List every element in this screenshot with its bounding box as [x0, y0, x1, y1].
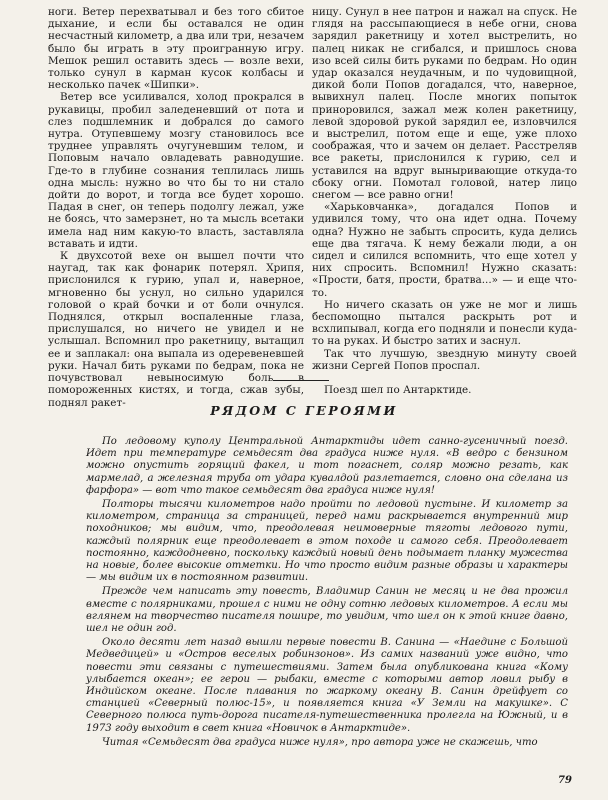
article-paragraph-3: Прежде чем написать эту повесть, Владимир Санин не месяц и не два прожил вместе с полярниками, прошел с ними не одну сотню ледовых километров. А если мы вглянем на творчество писателя пошире, то увидим, что шел он к этой книге давно, шел не один год. [86, 586, 568, 635]
article-paragraph-4: Около десяти лет назад вышли первые повести В. Санина — «Наедине с Большой Медведицей» и «Остров веселых робинзонов». Из самих названий уже видно, что повести эти связаны с путешествиями. Затем была опубликована книга «Кому улыбается океан»; ее герои — рыбаки, вместе с которыми автор ловил рыбу в Индийском океане. После плавания по жаркому океану В. Санин дрейфует со станцией «Северный полюс-15», и появляется книга «У Земли на макушке». С Северного полюса путь-дорога писателя-путешественника пролегла на Южный, и в 1973 году выходит в свет книга «Новичок в Антарктиде». [86, 637, 568, 734]
left-column [48, 6, 304, 409]
right-paragraph-5: Поезд шел по Антарктиде. [324, 384, 472, 397]
page-number: 79 [558, 775, 572, 786]
left-paragraph-2: Ветер все усиливался, холод прокрался в рукавицы, пробил заледеневший от пота и слез подшлемник и добрался до самого нутра. Отупевшему мозгу становилось все труднее управлять очугуневшим телом, и Поповым начало овладевать равнодушие. Где-то в глубине сознания теплилась лишь одна мысль: нужно во что бы то ни стало дойти до ворот, и тогда все будет хорошо. Падая в снег, он теперь подолгу лежал, уже не боясь, что замерзнет, но та мысль всетаки имела над ним какую-то власть, заставляла вставать и идти. [48, 91, 304, 250]
article-paragraph-5: Читая «Семьдесят два градуса ниже нуля», про автора уже не скажешь, что [102, 736, 538, 748]
article-paragraph-2: Полторы тысячи километров надо пройти по ледовой пустыне. И километр за километром, страница за страницей, перед нами раскрывается внутренний мир походников; мы видим, что, преодолевая неимоверные тяготы ледового пути, каждый полярник еще преодолевает в этом походе и самого себя. Преодолевает постоянно, каждодневно, поскольку каждый новый день подымает планку мужества на новые, более высокие отметки. Но что просто видим разные образы и характеры — мы видим их в постоянном развитии. [86, 499, 568, 584]
right-paragraph-3: Но ничего сказать он уже не мог и лишь беспомощно пытался раскрыть рот и всхлипывал, когда его подняли и понесли куда-то на руках. И быстро затих и заснул. [312, 298, 577, 348]
right-paragraph-2: «Харьковчанка», догадался Попов и удивился тому, что она идет одна. Почему одна? Нужно не забыть спросить, куда делись еще два тягача. К нему бежали люди, а он сидел и силился вспомнить, что еще хотел у них спросить. Вспомнил! Нужно сказать: «Прости, батя, прости, братва...» — и еще что-то. [312, 201, 577, 299]
left-paragraph-1: ноги. Ветер перехватывал и без того сбитое дыхание, и если бы оставался не один несчастный километр, а два или три, незачем было бы играть в эту проигранную игру. Мешок решил оставить здесь — возле вехи, только сунул в карман кусок колбасы и несколько пачек «Шипки». [48, 6, 304, 92]
left-paragraph-3: К двухсотой вехе он вышел почти что наугад, так как фонарик потерял. Хрипя, прислонился к гурию, упал и, наверное, мгновенно бы уснул, но сильно ударился головой о край бочки и от боли очнулся. Поднялся, открыл воспаленные глаза, прислушался, но ничего не увидел и не услышал. Вспомнил про ракетницу, вытащил ее и заплакал: она выпала из одеревеневшей руки. Начал бить руками по бедрам, пока не почувствовал невыносимую боль в помороженных кистях, и тогда, сжав зубы, поднял ракет- [48, 250, 304, 409]
section-divider [273, 380, 329, 381]
afterword-article [86, 436, 568, 751]
article-title: РЯДОМ С ГЕРОЯМИ [210, 403, 398, 418]
right-paragraph-4: Так что лучшую, звездную минуту своей жизни Сергей Попов проспал. [312, 347, 577, 372]
right-column [312, 6, 577, 396]
article-paragraph-1: По ледовому куполу Центральной Антарктиды идет санно-гусеничный поезд. Идет при температуре семьдесят два градуса ниже нуля. «В ведро с бензином можно опустить горящий факел, и тот погаснет, соляр можно резать, как мармелад, а железная труба от удара кувалдой разлетается, словно она сделана из фарфора» — вот что такое семьдесят два градуса ниже нуля! [86, 436, 568, 496]
right-paragraph-1: ницу. Сунул в нее патрон и нажал на спуск. Не глядя на рассыпающиеся в небе огни, снова зарядил ракетницу и хотел выстрелить, но палец никак не сгибался, и пришлось снова изо всей силы бить руками по бедрам. Но один удар оказался неудачным, и по чудовищной, дикой боли Попов догадался, что, наверное, вывихнул палец. После многих попыток приноровился, зажал меж колен ракетницу, левой здоровой рукой зарядил ее, изловчился и выстрелил, потом еще и еще, уже плохо соображая, что и зачем он делает. Расстреляв все ракеты, прислонился к гурию, сел и уставился на вдруг выныривающие откуда-то сбоку огни. Помотал головой, натер лицо снегом — все равно огни! [312, 6, 577, 202]
